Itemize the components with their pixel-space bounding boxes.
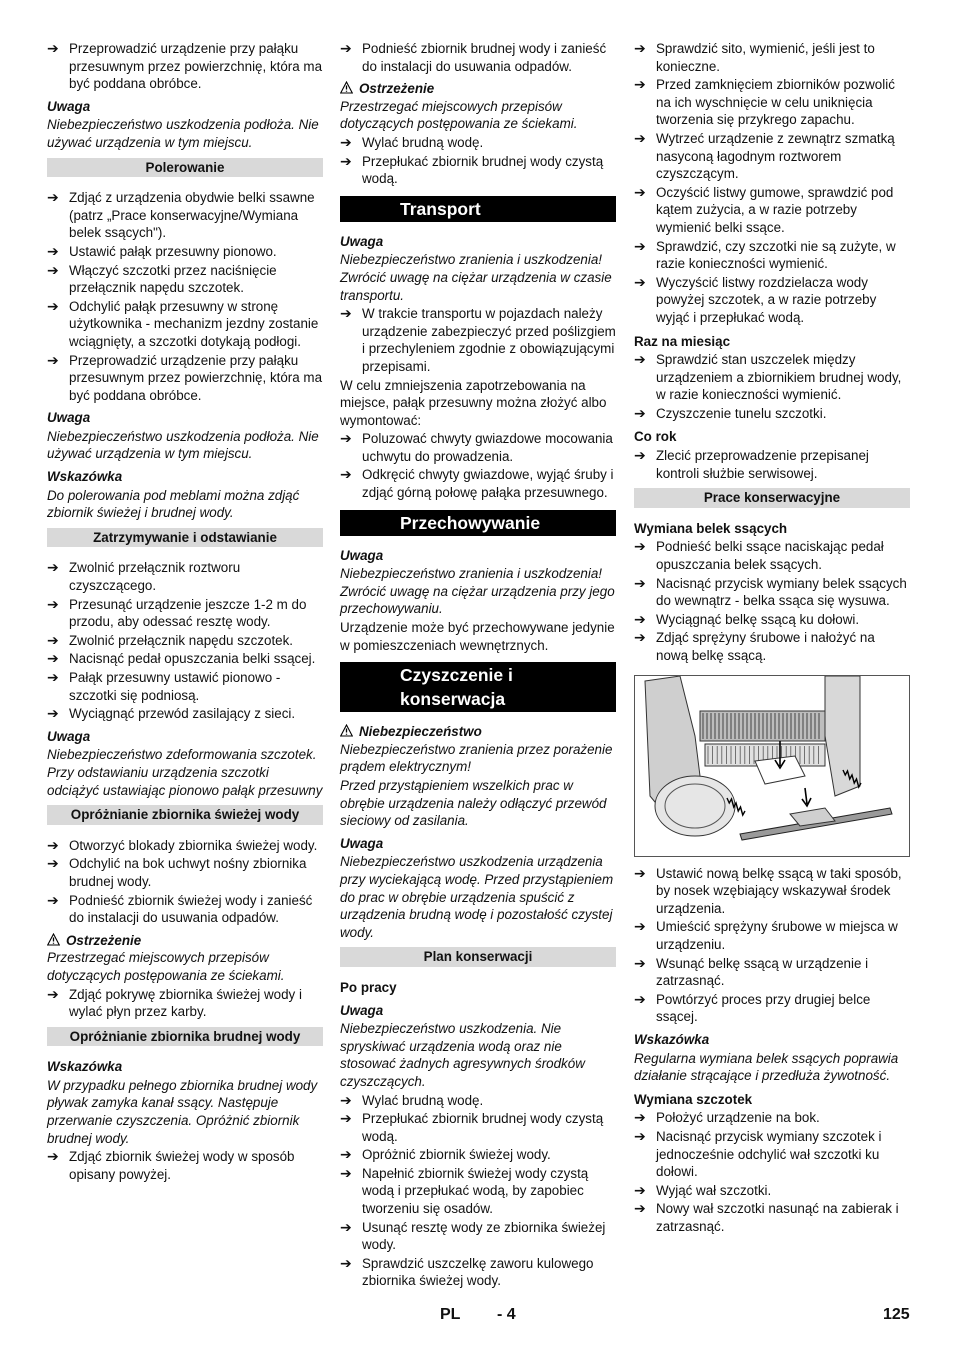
- instruction-item: [634, 1182, 910, 1200]
- arrow-right-icon: ➔: [47, 351, 59, 368]
- warning-heading: [340, 80, 616, 98]
- arrow-right-icon: ➔: [47, 705, 59, 722]
- instruction-text: Czyszczenie tunelu szczotki.: [656, 405, 827, 421]
- warning-label: Ostrzeżenie: [66, 932, 142, 948]
- instruction-text: Podnieść belki ssące naciskając pedał opuszczania belek ssących.: [656, 539, 884, 573]
- instruction-item: [47, 352, 323, 405]
- instruction-item: [340, 153, 616, 188]
- instruction-item: [634, 274, 910, 327]
- warning-label: Ostrzeżenie: [359, 81, 435, 97]
- instruction-text: Odchylić pałąk przesuwny w stronę użytkownika - mechanizm jezdny zostanie wciągnięty, a szczotki dotykają podłogi.: [69, 298, 319, 349]
- instruction-text: Opróżnić zbiornik świeżej wody.: [362, 1147, 551, 1163]
- instruction-text: Odchylić na bok uchwyt nośny zbiornika brudnej wody.: [69, 856, 307, 889]
- arrow-right-icon: ➔: [634, 273, 646, 290]
- note-text: Przed przystąpieniem wszelkich prac w obrębie urządzenia należy odłączyć przewód sieciowy od zasilania.: [340, 778, 607, 829]
- arrow-right-icon: ➔: [634, 129, 646, 146]
- section-subheading: Opróżnianie zbiornika świeżej wody: [47, 805, 323, 825]
- instruction-text: Przepłukać zbiornik brudnej wody czystą wodą.: [362, 1111, 604, 1144]
- instruction-item: [340, 1092, 616, 1110]
- instruction-text: Zwolnić przełącznik napędu szczotek.: [69, 632, 294, 648]
- instruction-text: Nacisnąć przycisk wymiany szczotek i jednocześnie odchylić wał szczotki ku dołowi.: [656, 1128, 882, 1180]
- instruction-item: [634, 955, 910, 990]
- note-heading: Uwaga: [47, 728, 91, 744]
- arrow-right-icon: ➔: [634, 1127, 646, 1144]
- arrow-right-icon: ➔: [340, 152, 352, 169]
- instruction-text: Sprawdzić stan uszczelek między urządzeniem a zbiornikiem brudnej wody, w razie konieczności wymienić.: [656, 352, 902, 403]
- instruction-text: W trakcie transportu w pojazdach należy urządzenie zabezpieczyć przed poślizgiem i przechyleniem zgodnie z obowiązującymi przepisami.: [362, 306, 616, 374]
- note-text: Niebezpieczeństwo uszkodzenia urządzenia przy wyciekającą wodę. Przed przystąpieniem do prac w obrębie urządzenia spuścić z urządzenia brudną wodę i pozostałość czystej wody.: [340, 854, 614, 940]
- instruction-item: [47, 632, 323, 650]
- instruction-item: [634, 238, 910, 273]
- section-subheading: Polerowanie: [47, 158, 323, 178]
- instruction-text: Przeprowadzić urządzenie przy pałąku przesuwnym przez powierzchnię, która ma być poddana obróbce.: [69, 41, 323, 92]
- arrow-right-icon: ➔: [340, 1091, 352, 1108]
- arrow-right-icon: ➔: [634, 918, 646, 935]
- arrow-right-icon: ➔: [634, 574, 646, 591]
- instruction-item: [634, 184, 910, 237]
- instruction-item: [634, 130, 910, 183]
- footer-local-page: - 4: [497, 1306, 516, 1323]
- arrow-right-icon: ➔: [47, 189, 59, 206]
- instruction-text: Odkręcić chwyty gwiazdowe, wyjąć śruby i zdjąć górną połowę pałąka przesuwnego.: [362, 467, 614, 501]
- arrow-right-icon: ➔: [47, 242, 59, 259]
- arrow-right-icon: ➔: [47, 297, 59, 314]
- instruction-text: Zdjąć z urządzenia obydwie belki ssawne (patrz „Prace konserwacyjne/Wymiana belek ssących").: [69, 190, 315, 241]
- section-subheading: Zatrzymywanie i odstawianie: [47, 528, 323, 548]
- arrow-right-icon: ➔: [634, 404, 646, 421]
- arrow-right-icon: ➔: [47, 631, 59, 648]
- note-text: Niebezpieczeństwo uszkodzenia. Nie spryskiwać urządzenia wodą oraz nie stosować żadnych agresywnych środków czyszczących.: [340, 1021, 585, 1089]
- note-text: Niebezpieczeństwo uszkodzenia podłoża. Nie używać urządzenia w tym miejscu.: [47, 428, 319, 462]
- arrow-right-icon: ➔: [340, 1146, 352, 1163]
- section-heading: Transport: [340, 196, 616, 222]
- section-heading: Czyszczenie i konserwacja: [340, 662, 616, 712]
- instruction-text: Podnieść zbiornik świeżej wody i zanieść do instalacji do usuwania odpadów.: [69, 892, 313, 926]
- instruction-text: Nowy wał szczotki nasunąć na zabierak i zatrzasnąć.: [656, 1201, 899, 1234]
- instruction-text: Umieścić sprężyny śrubowe w miejsca w urządzeniu.: [656, 919, 898, 952]
- arrow-right-icon: ➔: [47, 836, 59, 853]
- instruction-text: Wyczyścić listwy rozdzielacza wody powyżej szczotek, a w razie potrzeby wyjąć i przepłukać wodą.: [656, 274, 877, 325]
- note-text: W przypadku pełnego zbiornika brudnej wody pływak zamyka kanał ssący. Następuje przerwanie czyszczenia. Opróżnić zbiornik brudnej wody.: [47, 1077, 318, 1146]
- instruction-text: Nacisnąć przycisk wymiany belek ssących do wewnątrz - belka ssąca się wysuwa.: [656, 575, 907, 609]
- warning-triangle-icon: [340, 81, 353, 94]
- instruction-text: Sprawdzić sito, wymienić, jeśli jest to konieczne.: [656, 41, 875, 74]
- instruction-item: [340, 305, 616, 375]
- arrow-right-icon: ➔: [47, 595, 59, 612]
- instruction-item: [634, 351, 910, 404]
- arrow-right-icon: ➔: [47, 261, 59, 278]
- arrow-right-icon: ➔: [340, 1254, 352, 1271]
- note-heading: Uwaga: [47, 410, 91, 426]
- instruction-item: [634, 575, 910, 610]
- arrow-right-icon: ➔: [340, 133, 352, 150]
- section-heading: Przechowywanie: [340, 510, 616, 536]
- warning-heading: [340, 723, 616, 741]
- instruction-item: [634, 1109, 910, 1127]
- note-heading: Uwaga: [340, 233, 384, 249]
- note-heading: Uwaga: [47, 98, 91, 114]
- instruction-text: Włączyć szczotki przez naciśnięcie przełącznik napędu szczotek.: [69, 262, 277, 296]
- instruction-item: [47, 855, 323, 890]
- note-text: Regularna wymiana belek ssących poprawia działanie strącające i przedłuża żywotność.: [634, 1050, 899, 1084]
- instruction-item: [634, 991, 910, 1026]
- arrow-right-icon: ➔: [47, 891, 59, 908]
- warning-label: Niebezpieczeństwo: [359, 724, 482, 740]
- arrow-right-icon: ➔: [634, 1109, 646, 1126]
- arrow-right-icon: ➔: [634, 864, 646, 881]
- instruction-text: Przesunąć urządzenie jeszcze 1-2 m do przodu, aby odessać resztę wody.: [69, 596, 307, 630]
- arrow-right-icon: ➔: [634, 447, 646, 464]
- instruction-item: [47, 1148, 323, 1183]
- arrow-right-icon: ➔: [634, 610, 646, 627]
- instruction-item: [634, 76, 910, 129]
- section-subheading: Plan konserwacji: [340, 947, 616, 967]
- squeegee-replacement-illustration: [635, 676, 909, 856]
- instruction-text: Zlecić przeprowadzenie przepisanej kontroli służbie serwisowej.: [656, 448, 869, 481]
- instruction-item: [340, 1255, 616, 1290]
- instruction-item: [47, 559, 323, 594]
- arrow-right-icon: ➔: [634, 629, 646, 646]
- instruction-text: Wylać brudną wodę.: [362, 134, 484, 150]
- arrow-right-icon: ➔: [634, 538, 646, 555]
- note-text: Niebezpieczeństwo uszkodzenia podłoża. Nie używać urządzenia w tym miejscu.: [47, 117, 319, 150]
- instruction-item: [340, 1110, 616, 1145]
- instruction-item: [47, 705, 323, 723]
- section-subheading: Prace konserwacyjne: [634, 488, 910, 508]
- instruction-text: Sprawdzić uszczelkę zaworu kulowego zbiornika świeżej wody.: [362, 1255, 594, 1289]
- warning-heading: [47, 932, 323, 950]
- instruction-text: Napełnić zbiornik świeżej wody czystą wodą i przepłukać wodą, by zapobiec tworzeniu się osadów.: [362, 1165, 589, 1217]
- instruction-item: [47, 40, 323, 93]
- arrow-right-icon: ➔: [340, 305, 352, 322]
- note-heading: Wskazówka: [47, 469, 123, 485]
- section-subheading: Opróżnianie zbiornika brudnej wody: [47, 1027, 323, 1047]
- arrow-right-icon: ➔: [47, 985, 59, 1002]
- instruction-item: [634, 918, 910, 953]
- body-paragraph: Urządzenie może być przechowywane jedynie w pomieszczeniach wewnętrznych.: [340, 620, 615, 653]
- arrow-right-icon: ➔: [340, 1164, 352, 1181]
- warning-triangle-icon: [340, 724, 353, 737]
- arrow-right-icon: ➔: [634, 1181, 646, 1198]
- note-text: Niebezpieczeństwo zranienia i uszkodzenia! Zwrócić uwagę na ciężar urządzenia przy jego przechowywaniu.: [340, 566, 615, 617]
- illustration-frame: [634, 675, 910, 857]
- instruction-item: [634, 865, 910, 918]
- instruction-item: [47, 837, 323, 855]
- instruction-text: Pałąk przesuwny ustawić pionowo - szczotki się podniosą.: [69, 670, 281, 703]
- note-text: Przestrzegać miejscowych przepisów dotyczących postępowania ze ściekami.: [340, 98, 578, 132]
- note-text: Niebezpieczeństwo zranienia przez porażenie prądem elektrycznym!: [340, 741, 613, 775]
- note-heading: Wskazówka: [47, 1059, 123, 1075]
- subsection-heading: Wymiana belek ssących: [634, 520, 788, 536]
- instruction-text: Powtórzyć proces przy drugiej belce ssącej.: [656, 991, 871, 1025]
- instruction-text: Położyć urządzenie na bok.: [656, 1110, 820, 1126]
- arrow-right-icon: ➔: [47, 40, 59, 56]
- instruction-item: [47, 892, 323, 927]
- note-heading: Uwaga: [340, 1002, 384, 1018]
- instruction-item: [340, 430, 616, 465]
- column-right: [634, 40, 910, 1236]
- instruction-text: Podnieść zbiornik brudnej wody i zanieść do instalacji do usuwania odpadów.: [362, 41, 607, 74]
- instruction-item: [340, 1219, 616, 1254]
- instruction-text: Oczyścić listwy gumowe, sprawdzić pod kątem zużycia, a w razie potrzeby wymienić belki ssące.: [656, 184, 894, 235]
- instruction-item: [47, 262, 323, 297]
- instruction-item: [47, 298, 323, 351]
- instruction-item: [340, 40, 616, 75]
- instruction-text: Przepłukać zbiornik brudnej wody czystą wodą.: [362, 153, 604, 187]
- instruction-text: Wyjąć wał szczotki.: [656, 1182, 772, 1198]
- arrow-right-icon: ➔: [340, 1110, 352, 1127]
- instruction-item: [340, 466, 616, 501]
- instruction-text: Usunąć resztę wody ze zbiornika świeżej wody.: [362, 1219, 606, 1253]
- instruction-item: [340, 1146, 616, 1164]
- instruction-text: Poluzować chwyty gwiazdowe mocowania uchwytu do prowadzenia.: [362, 431, 613, 464]
- note-text: Przestrzegać miejscowych przepisów dotyczących postępowania ze ściekami.: [47, 950, 285, 983]
- instruction-item: [340, 1165, 616, 1218]
- instruction-item: [47, 596, 323, 631]
- arrow-right-icon: ➔: [340, 1218, 352, 1235]
- instruction-text: Ustawić pałąk przesuwny pionowo.: [69, 243, 277, 259]
- instruction-text: Wytrzeć urządzenie z zewnątrz szmatką nasyconą łagodnym roztworem czyszczącym.: [656, 130, 895, 182]
- note-text: Niebezpieczeństwo zdeformowania szczotek. Przy odstawianiu urządzenia szczotki odciążyć ustawiając pionowo pałąk przesuwny: [47, 747, 323, 798]
- footer-page-number: 125: [883, 1306, 910, 1323]
- instruction-text: Nacisnąć pedał opuszczania belki ssącej.: [69, 651, 316, 667]
- subsection-heading: Wymiana szczotek: [634, 1091, 753, 1107]
- arrow-right-icon: ➔: [47, 650, 59, 667]
- subsection-heading: Raz na miesiąc: [634, 333, 731, 349]
- instruction-item: [634, 538, 910, 573]
- arrow-right-icon: ➔: [340, 430, 352, 447]
- note-heading: Wskazówka: [634, 1031, 710, 1047]
- instruction-item: [47, 669, 323, 704]
- instruction-item: [634, 40, 910, 75]
- instruction-text: Zdjąć zbiornik świeżej wody w sposób opisany powyżej.: [69, 1149, 295, 1182]
- instruction-item: [634, 1200, 910, 1235]
- instruction-text: Wyciągnąć przewód zasilający z sieci.: [69, 706, 296, 722]
- arrow-right-icon: ➔: [340, 40, 352, 56]
- arrow-right-icon: ➔: [634, 237, 646, 254]
- arrow-right-icon: ➔: [634, 351, 646, 368]
- instruction-item: [634, 629, 910, 664]
- arrow-right-icon: ➔: [634, 76, 646, 93]
- arrow-right-icon: ➔: [634, 40, 646, 56]
- instruction-item: [47, 243, 323, 261]
- note-text: Niebezpieczeństwo zranienia i uszkodzenia! Zwrócić uwagę na ciężar urządzenia w czasie transportu.: [340, 252, 612, 303]
- arrow-right-icon: ➔: [47, 559, 59, 576]
- note-text: Do polerowania pod meblami można zdjąć zbiornik świeżej i brudnej wody.: [47, 487, 300, 521]
- instruction-text: Przeprowadzić urządzenie przy pałąku przesuwnym przez powierzchnię, która ma być poddana obróbce.: [69, 352, 323, 403]
- body-paragraph: W celu zmniejszenia zapotrzebowania na miejsce, pałąk przesuwny można złożyć albo wymontować:: [340, 377, 607, 428]
- note-heading: Uwaga: [340, 547, 384, 563]
- column-middle: [340, 40, 616, 1291]
- instruction-text: Sprawdzić, czy szczotki nie są zużyte, w razie konieczności wymienić.: [656, 238, 896, 272]
- instruction-item: [47, 986, 323, 1021]
- instruction-item: [634, 1128, 910, 1181]
- instruction-item: [634, 405, 910, 423]
- instruction-item: [634, 611, 910, 629]
- instruction-text: Zdjąć sprężyny śrubowe i nałożyć na nową belkę ssącą.: [656, 630, 875, 663]
- instruction-text: Ustawić nową belkę ssącą w taki sposób, by nosek wzębiający wskazywał środek urządzenia.: [656, 865, 902, 916]
- instruction-text: Przed zamknięciem zbiorników pozwolić na ich wyschnięcie w celu uniknięcia tworzenia się przykrego zapachu.: [656, 77, 895, 128]
- instruction-text: Wyciągnąć belkę ssącą ku dołowi.: [656, 611, 860, 627]
- instruction-text: Wsunąć belkę ssącą w urządzenie i zatrzasnąć.: [656, 955, 869, 989]
- arrow-right-icon: ➔: [634, 990, 646, 1007]
- instruction-item: [634, 447, 910, 482]
- instruction-text: Zwolnić przełącznik roztworu czyszczącego.: [69, 560, 241, 594]
- footer-language: PL: [440, 1306, 461, 1323]
- subsection-heading: Po pracy: [340, 979, 397, 995]
- instruction-text: Otworzyć blokady zbiornika świeżej wody.: [69, 837, 318, 853]
- arrow-right-icon: ➔: [634, 1200, 646, 1217]
- arrow-right-icon: ➔: [47, 855, 59, 872]
- warning-triangle-icon: [47, 933, 60, 946]
- arrow-right-icon: ➔: [47, 1148, 59, 1165]
- note-heading: Uwaga: [340, 835, 384, 851]
- arrow-right-icon: ➔: [634, 954, 646, 971]
- instruction-item: [340, 134, 616, 152]
- subsection-heading: Co rok: [634, 429, 677, 445]
- column-left: [47, 40, 323, 1184]
- instruction-item: [47, 189, 323, 242]
- arrow-right-icon: ➔: [47, 669, 59, 685]
- arrow-right-icon: ➔: [340, 466, 352, 483]
- instruction-item: [47, 650, 323, 668]
- instruction-text: Wylać brudną wodę.: [362, 1092, 484, 1108]
- arrow-right-icon: ➔: [634, 183, 646, 200]
- instruction-text: Zdjąć pokrywę zbiornika świeżej wody i wylać płyn przez karby.: [69, 986, 302, 1020]
